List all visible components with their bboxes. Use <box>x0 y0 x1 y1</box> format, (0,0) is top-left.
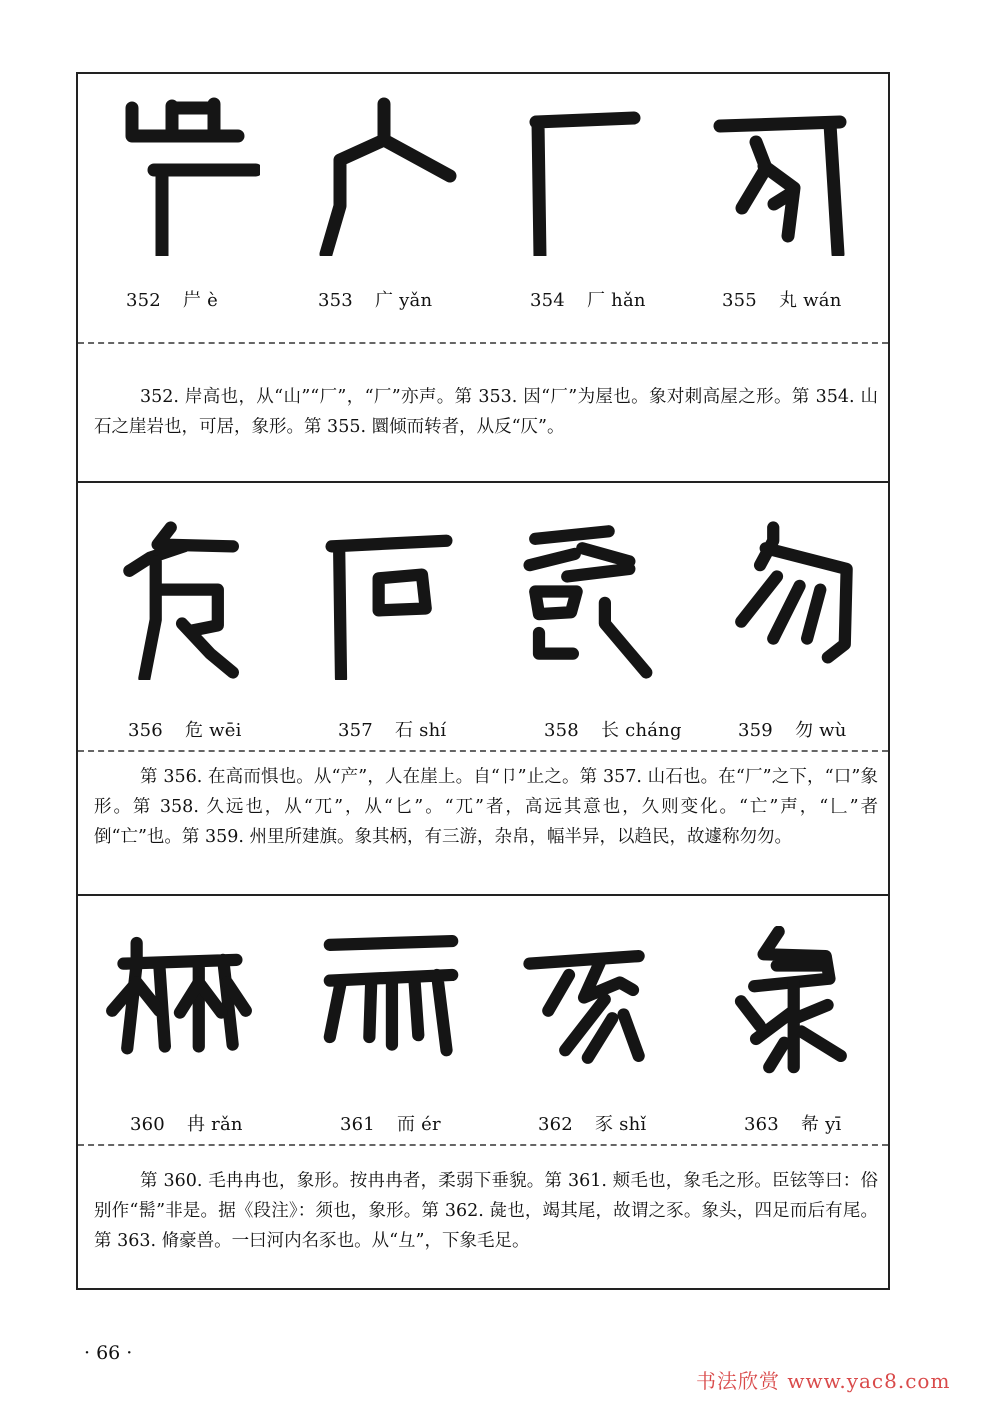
caption-353 <box>318 286 432 312</box>
caption-character: 广 <box>374 290 394 311</box>
caption-character: 勿 <box>794 720 814 741</box>
caption-pinyin: ér <box>421 1114 441 1135</box>
caption-pinyin: hǎn <box>611 290 646 311</box>
description-356-359: 第 356. 在高而惧也。从“产”，人在崖上。自“卩”止之。第 357. 山石也。在“厂”之下，“口”象形。第 358. 久远也，从“兀”，从“匕”。“兀”者，高远其意也，久则变化。“亡”声，“𠃊”者倒“亡”也。第 359. 州里所建旗。象其柄，有三游，杂帛，幅半异，以趋民，故遽称勿勿。 <box>94 767 878 847</box>
seal-glyph-360 <box>104 926 254 1086</box>
caption-number: 363 <box>744 1114 779 1135</box>
caption-pinyin: wēi <box>209 720 242 741</box>
seal-glyph-356 <box>108 520 258 680</box>
caption-358 <box>544 716 682 742</box>
caption-character: 而 <box>396 1114 416 1135</box>
caption-number: 358 <box>544 720 579 741</box>
seal-glyph-361 <box>316 926 466 1086</box>
caption-number: 356 <box>128 720 163 741</box>
seal-glyph-357 <box>314 520 464 680</box>
description-352-355: 352. 岸高也，从“山”“厂”，“厂”亦声。第 353. 因“厂”为屋也。象对刺高屋之形。第 354. 山石之崖岩也，可居，象形。第 355. 圜倾而转者，从反“仄”。 <box>94 387 878 437</box>
caption-number: 361 <box>340 1114 375 1135</box>
caption-character: 厂 <box>586 290 606 311</box>
caption-pinyin: yǎn <box>399 290 433 311</box>
caption-number: 357 <box>338 720 373 741</box>
seal-glyph-355 <box>710 96 860 256</box>
caption-number: 355 <box>722 290 757 311</box>
caption-357 <box>338 716 446 742</box>
caption-361 <box>340 1110 441 1136</box>
caption-352 <box>126 286 218 312</box>
caption-359 <box>738 716 847 742</box>
caption-354 <box>530 286 646 312</box>
seal-glyph-353 <box>312 96 462 256</box>
caption-pinyin: yī <box>825 1114 842 1135</box>
dashed-divider <box>78 750 888 752</box>
caption-pinyin: è <box>207 290 219 311</box>
seal-glyph-358 <box>512 520 662 680</box>
caption-pinyin: shí <box>419 720 447 741</box>
caption-character: 㣇 <box>800 1114 820 1135</box>
seal-glyph-359 <box>718 520 868 680</box>
caption-character: 危 <box>184 720 204 741</box>
caption-pinyin: wù <box>819 720 847 741</box>
caption-character: 石 <box>394 720 414 741</box>
seal-glyph-362 <box>510 926 660 1086</box>
seal-glyph-363 <box>714 926 864 1086</box>
caption-363 <box>744 1110 842 1136</box>
caption-number: 360 <box>130 1114 165 1135</box>
caption-number: 352 <box>126 290 161 311</box>
seal-glyph-354 <box>510 96 660 256</box>
section-divider <box>78 894 888 896</box>
caption-number: 362 <box>538 1114 573 1135</box>
caption-360 <box>130 1110 243 1136</box>
caption-character: 丸 <box>778 290 798 311</box>
caption-character: 长 <box>600 720 620 741</box>
page-frame <box>76 72 890 1290</box>
dashed-divider <box>78 1144 888 1146</box>
section-divider <box>78 481 888 483</box>
caption-number: 353 <box>318 290 353 311</box>
page-number: · 66 · <box>84 1342 133 1364</box>
caption-355 <box>722 286 842 312</box>
caption-character: 屵 <box>182 290 202 311</box>
caption-number: 359 <box>738 720 773 741</box>
dashed-divider <box>78 342 888 344</box>
caption-character: 冉 <box>186 1114 206 1135</box>
seal-glyph-352 <box>110 96 260 256</box>
caption-pinyin: rǎn <box>211 1114 243 1135</box>
description-360-363: 第 360. 毛冉冉也，象形。按冉冉者，柔弱下垂貌。第 361. 颊毛也，象毛之形。臣铉等曰：俗别作“髵”非是。据《段注》：须也，象形。第 362. 彘也，竭其尾，故谓之豕。象头，四足而后有尾。第 363. 脩豪兽。一曰河内名豕也。从“彑”，下象毛足。 <box>94 1171 878 1251</box>
caption-pinyin: wán <box>803 290 842 311</box>
caption-362 <box>538 1110 646 1136</box>
caption-number: 354 <box>530 290 565 311</box>
site-watermark: 书法欣赏 www.yac8.com <box>696 1369 951 1393</box>
caption-356 <box>128 716 242 742</box>
caption-pinyin: cháng <box>625 720 682 741</box>
caption-pinyin: shǐ <box>619 1114 647 1135</box>
caption-character: 豕 <box>594 1114 614 1135</box>
